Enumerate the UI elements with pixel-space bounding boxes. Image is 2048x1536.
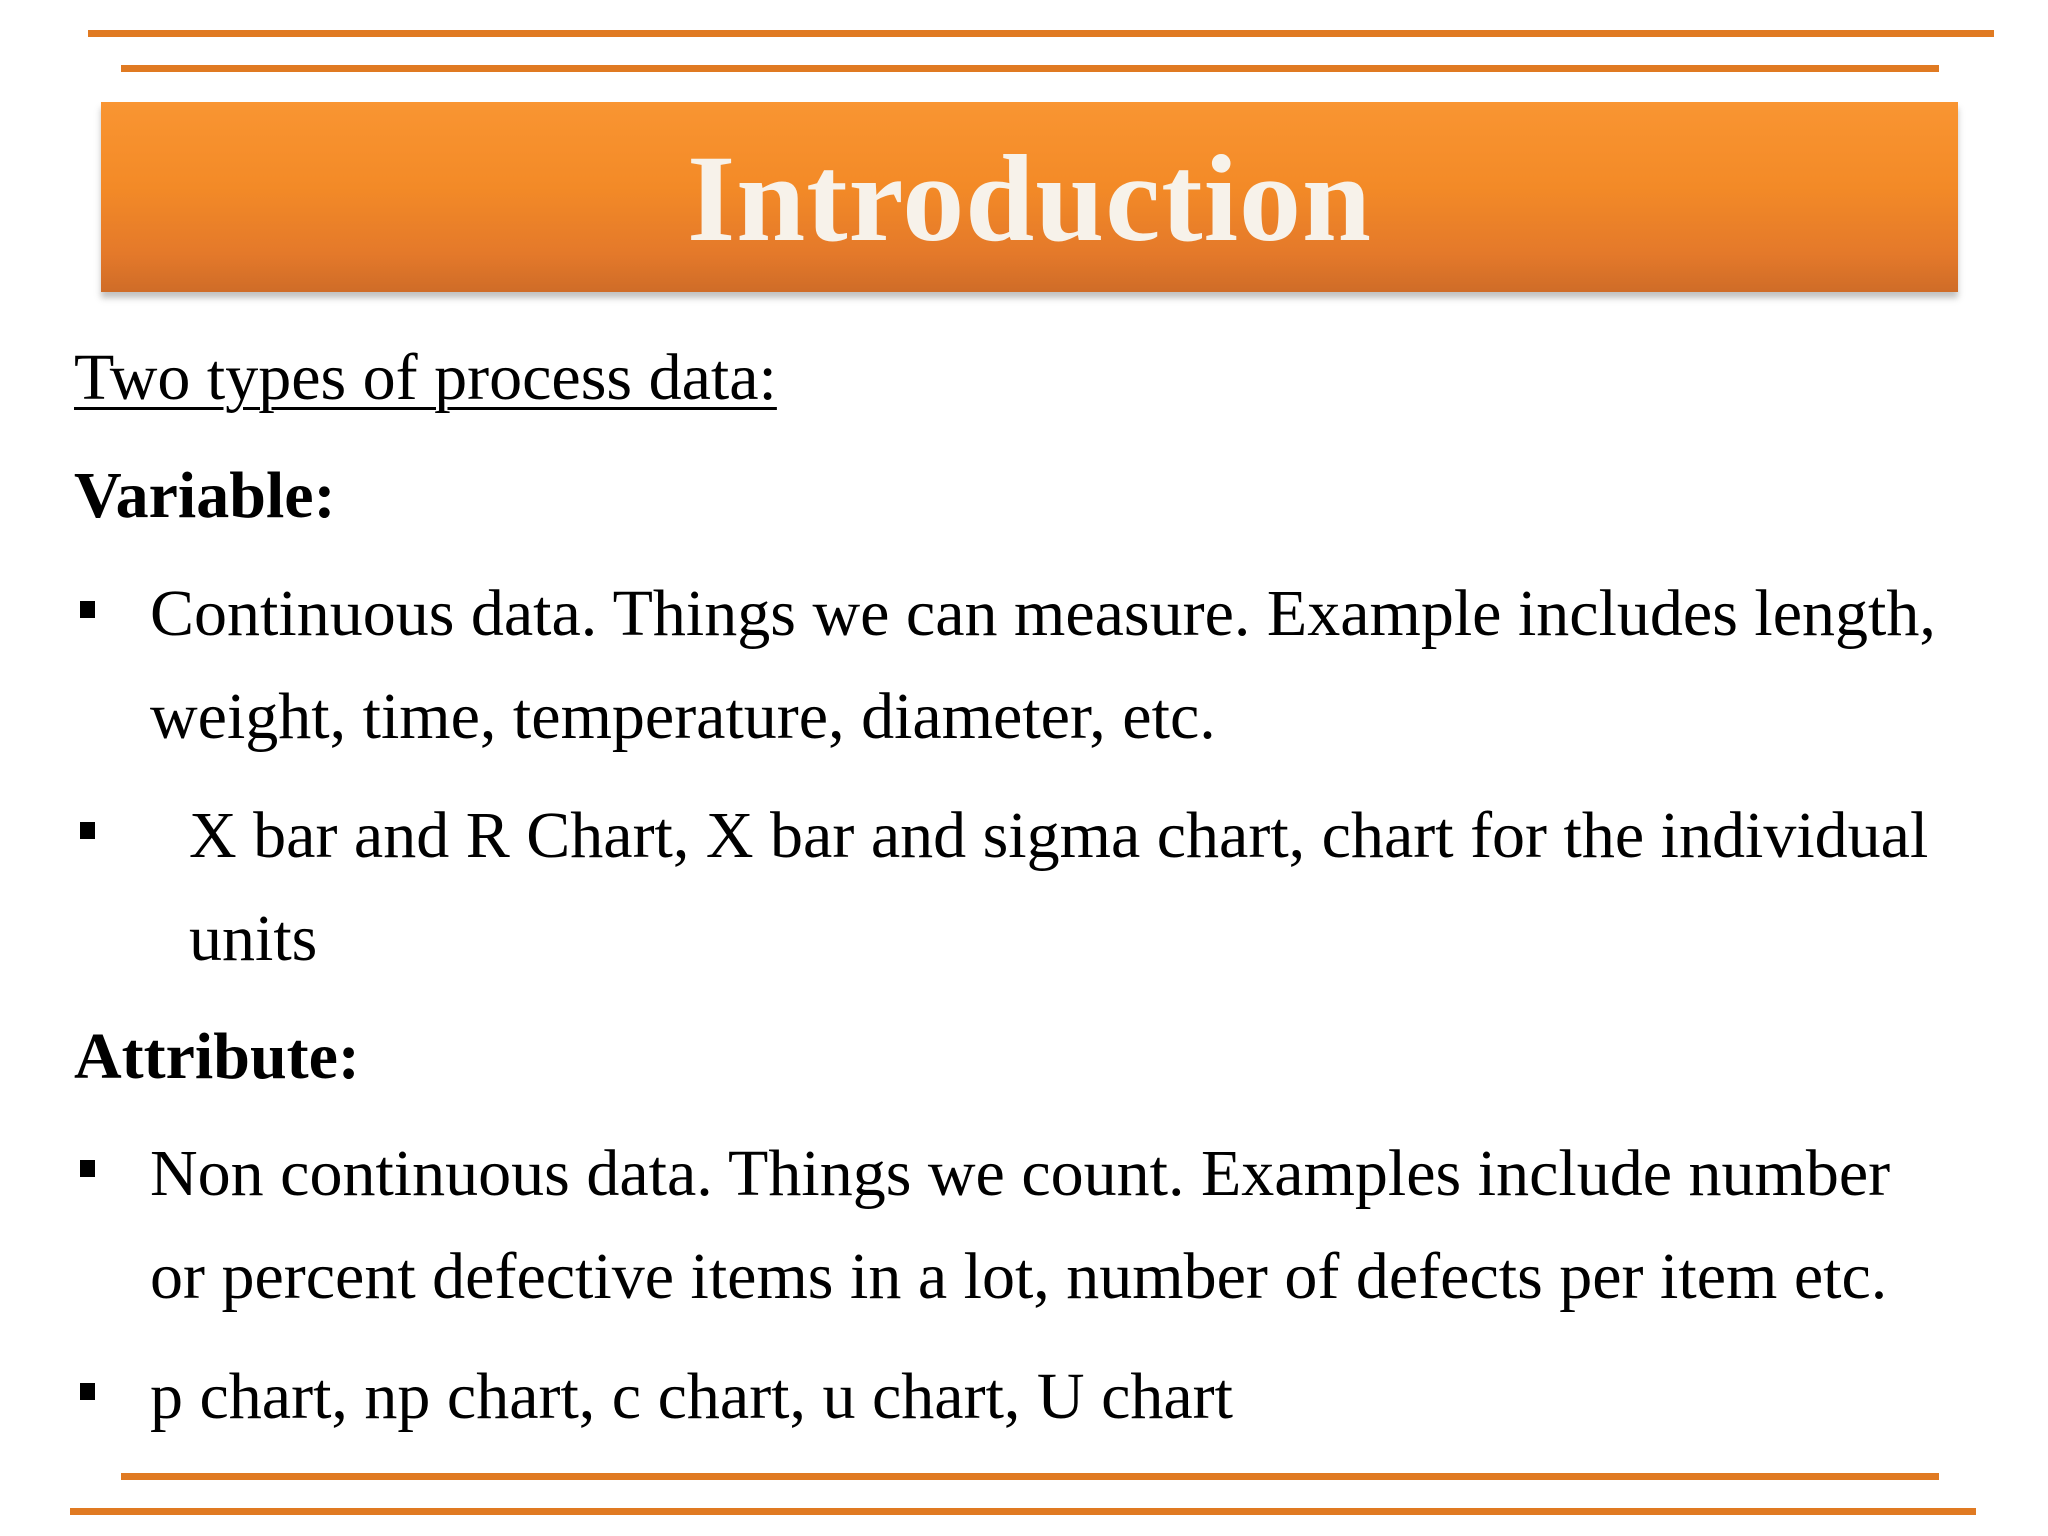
bullet-marker [80, 1160, 95, 1177]
bullet-text-line: Non continuous data. Things we count. Examples include number [150, 1137, 1891, 1210]
bullet-text-line: Continuous data. Things we can measure. Example includes length, [150, 577, 1936, 650]
bottom-rule-inner [121, 1473, 1939, 1480]
bullet-marker [80, 822, 95, 839]
slide-title: Introduction [687, 130, 1372, 267]
section-heading-variable: Variable: [74, 459, 336, 532]
bullet-text-line: p chart, np chart, c chart, u chart, U chart [150, 1360, 1233, 1433]
top-rule-inner [121, 65, 1939, 72]
bottom-rule-outer [70, 1508, 1976, 1515]
bullet-marker [80, 601, 95, 618]
bullet-text-line: units [189, 902, 318, 975]
slide-subtitle: Two types of process data: [74, 341, 777, 414]
title-banner [101, 102, 1958, 292]
bullet-text-line: or percent defective items in a lot, number of defects per item etc. [150, 1240, 1888, 1313]
section-heading-attribute: Attribute: [74, 1020, 360, 1093]
bullet-text-line: weight, time, temperature, diameter, etc. [150, 680, 1216, 753]
top-rule-outer [88, 30, 1994, 37]
bullet-marker [80, 1383, 95, 1400]
bullet-text-line: X bar and R Chart, X bar and sigma chart, chart for the individual [189, 799, 1929, 872]
